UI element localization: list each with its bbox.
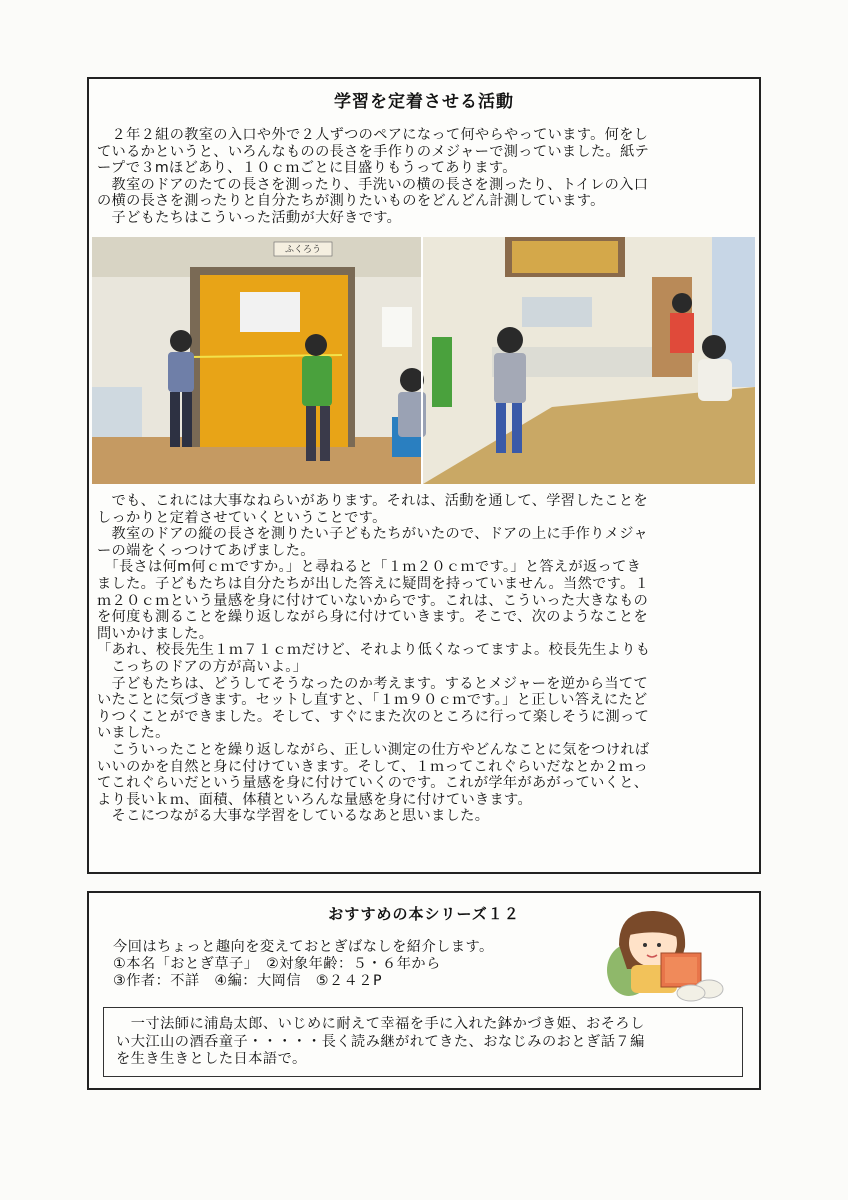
book-recommendation-box bbox=[87, 891, 761, 1090]
photo-sign-text: ふくろう bbox=[284, 245, 322, 255]
reading-girl-illustration bbox=[599, 905, 729, 1009]
article-title: 学習を定着させる活動 bbox=[334, 92, 514, 112]
article-paragraph-main: でも、これには大事なねらいがあります。それは、活動を通して、学習したことを しっかりと定着させていくということです。 教室のドアの縦の長さを測りたい子どもたちがいたので、ドアの上に手作りメジャ ーの端をくっつけてあげました。 「長さは何m何ｃｍですか。」と尋ねると「１ｍ２０ｃｍです。」と答えが返ってき ました。子どもたちは自分たちが出した答えに疑問を持っていません。当然です。１ ｍ２０ｃｍという量感を身に付けていないからです。これは、こういった大きなもの を何度も測ることを繰り返しながら身に付けていきます。そこで、次のようなことを 問いかけました。 「あれ、校長先生１ｍ７１ｃｍだけど、それより低くなってますよ。校長先生よりも こっちのドアの方が高いよ。」 子どもたちは、どうしてそうなったのか考えます。するとメジャーを逆から当てて いたことに気づきます。セットし直すと、「１ｍ９０ｃｍです。」と正しい答えにたど りつくことができました。そして、すぐにまた次のところに行って楽しそうに測って いました。 こういったことを繰り返しながら、正しい測定の仕方やどんなことに気をつければ いいのかを自然と身に付けていきます。そして、１ｍってこれぐらいだなとか２ｍっ てこれぐらいだという量感を身に付けていくのです。これが学年があがっていくと、 より長いｋｍ、面積、体積といろんな量感を身に付けていきます。 そこにつながる大事な学習をしているなあと思いました。 bbox=[97, 493, 651, 825]
article-box bbox=[87, 77, 761, 874]
book-intro: 今回はちょっと趣向を変えておとぎばなしを紹介します。 ①本名「おとぎ草子」 ②対象年齢：５・６年から ③作者：不詳 ④編：大岡信 ⑤２４２P bbox=[113, 939, 494, 989]
book-series-title: おすすめの本シリーズ１２ bbox=[328, 905, 520, 923]
book-summary-box bbox=[103, 1007, 743, 1077]
article-paragraph-intro: ２年２組の教室の入口や外で２人ずつのペアになって何やらやっています。何をし ているかというと、いろんなものの長さを手作りのメジャーで測っていました。紙テ ープで３mほどあり、１０ｃｍごとに目盛りもうってあります。 教室のドアのたての長さを測ったり、手洗いの横の長さを測ったり、トイレの入口 の横の長さを測ったりと自分たちが測りたいものをどんどん計測しています。 子どもたちはこういった活動が大好きです。 bbox=[97, 127, 650, 226]
classroom-photo bbox=[92, 237, 755, 484]
book-summary: 一寸法師に浦島太郎、いじめに耐えて幸福を手に入れた鉢かづき姫、おそろし い大江山の酒呑童子・・・・・長く読み継がれてきた、おなじみのおとぎ話７編 を生き生きとした日本語で。 bbox=[116, 1016, 645, 1067]
